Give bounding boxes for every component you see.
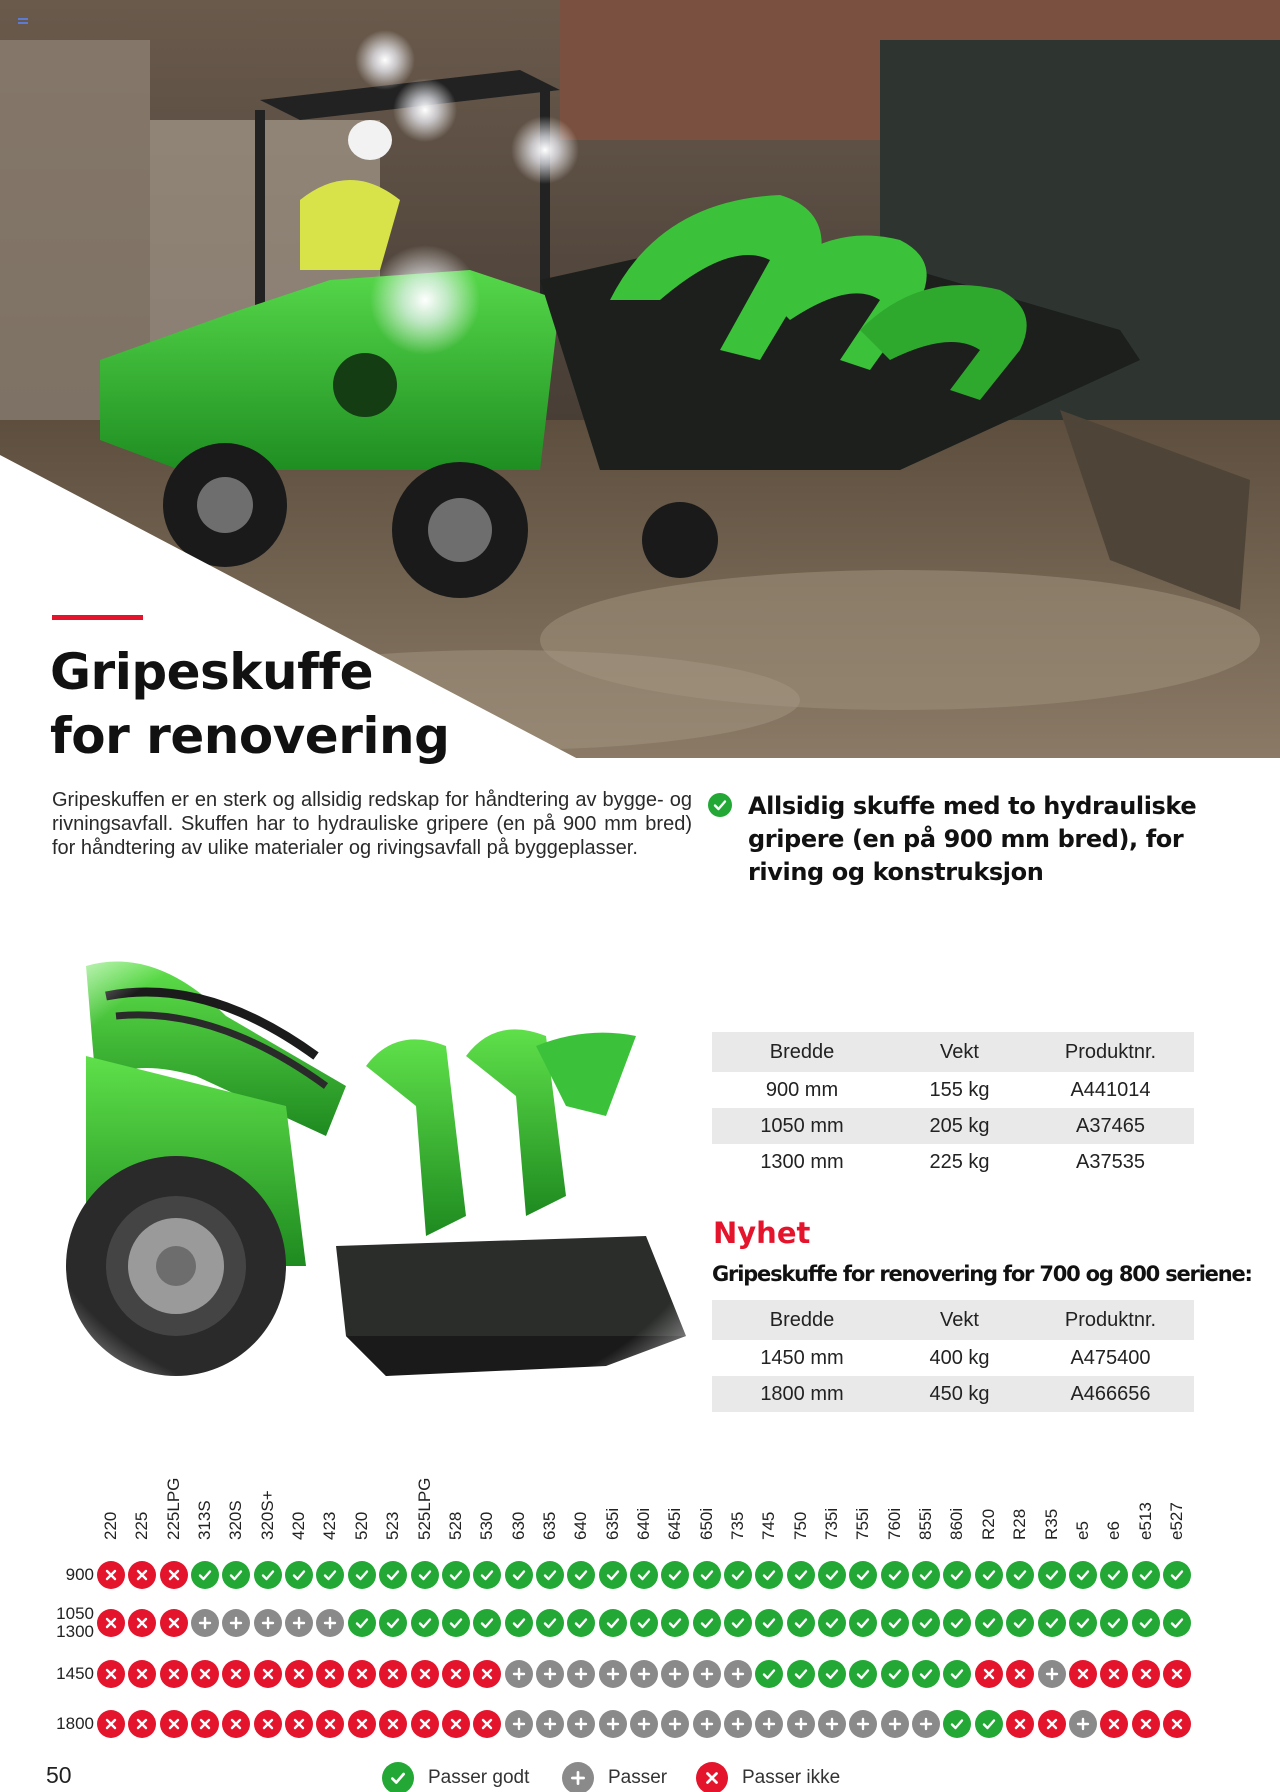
model-label-text: 635 — [539, 1511, 559, 1540]
check-circle-icon — [708, 793, 732, 817]
check-circle-icon — [943, 1710, 971, 1738]
check-circle-icon — [379, 1609, 407, 1637]
legend-partial-label: Passer — [608, 1767, 668, 1788]
check-circle-icon — [1006, 1561, 1034, 1589]
check-circle-icon — [912, 1561, 940, 1589]
cell-product-number: A466656 — [1027, 1376, 1194, 1412]
check-circle-icon — [881, 1660, 909, 1688]
check-circle-icon — [912, 1660, 940, 1688]
plus-circle-icon — [661, 1660, 689, 1688]
model-label-text: 760i — [884, 1507, 904, 1540]
feature-highlight — [708, 790, 1228, 889]
check-circle-icon — [975, 1561, 1003, 1589]
plus-circle-icon — [316, 1609, 344, 1637]
page-title — [50, 640, 449, 768]
check-circle-icon — [787, 1660, 815, 1688]
x-circle-icon — [128, 1710, 156, 1738]
x-circle-icon — [285, 1660, 313, 1688]
model-label-text: e513 — [1135, 1502, 1155, 1540]
check-circle-icon — [975, 1609, 1003, 1637]
x-circle-icon — [1069, 1660, 1097, 1688]
model-label-text: e527 — [1166, 1502, 1186, 1540]
check-circle-icon — [693, 1609, 721, 1637]
cell-product-number: A37535 — [1076, 1150, 1145, 1173]
plus-circle-icon — [536, 1660, 564, 1688]
model-label-text: 635i — [602, 1507, 622, 1540]
x-circle-icon — [128, 1609, 156, 1637]
model-label-text: 423 — [320, 1511, 340, 1540]
check-circle-icon — [943, 1660, 971, 1688]
check-circle-icon — [442, 1609, 470, 1637]
check-circle-icon — [1132, 1609, 1160, 1637]
cell-product-number: A441014 — [1070, 1078, 1151, 1101]
plus-circle-icon — [562, 1762, 594, 1792]
check-circle-icon — [1132, 1561, 1160, 1589]
spec-table-standard — [712, 1032, 1194, 1180]
header-product-number: Produktnr. — [1027, 1032, 1194, 1072]
width-row-label: 1450 — [56, 1664, 94, 1683]
check-circle-icon — [724, 1561, 752, 1589]
check-circle-icon — [599, 1561, 627, 1589]
check-circle-icon — [1163, 1609, 1191, 1637]
legend-good-label: Passer godt — [428, 1767, 530, 1788]
model-label-text: 630 — [508, 1511, 528, 1540]
check-circle-icon — [254, 1561, 282, 1589]
check-circle-icon — [442, 1561, 470, 1589]
table-row — [712, 1340, 1194, 1376]
check-circle-icon — [943, 1561, 971, 1589]
model-label-text: 855i — [916, 1507, 936, 1540]
cell-width: 1300 mm — [760, 1150, 844, 1173]
check-circle-icon — [536, 1609, 564, 1637]
model-label-text: 520 — [351, 1511, 371, 1540]
x-circle-icon — [1100, 1710, 1128, 1738]
check-circle-icon — [1100, 1609, 1128, 1637]
x-circle-icon — [442, 1660, 470, 1688]
check-circle-icon — [849, 1609, 877, 1637]
x-circle-icon — [128, 1660, 156, 1688]
check-circle-icon — [411, 1561, 439, 1589]
check-circle-icon — [881, 1609, 909, 1637]
model-label-text: 860i — [947, 1507, 967, 1540]
table-header-row — [712, 1032, 1194, 1072]
cell-width: 1800 mm — [712, 1376, 892, 1412]
check-circle-icon — [818, 1660, 846, 1688]
x-circle-icon — [1163, 1660, 1191, 1688]
plus-circle-icon — [818, 1710, 846, 1738]
x-circle-icon — [254, 1710, 282, 1738]
model-label-text: 650i — [696, 1507, 716, 1540]
title-line-1: Gripeskuffe — [50, 643, 374, 701]
check-circle-icon — [536, 1561, 564, 1589]
check-circle-icon — [1038, 1609, 1066, 1637]
plus-circle-icon — [222, 1609, 250, 1637]
check-circle-icon — [348, 1561, 376, 1589]
x-circle-icon — [442, 1710, 470, 1738]
x-circle-icon — [473, 1660, 501, 1688]
legend-none-label: Passer ikke — [742, 1767, 841, 1788]
check-circle-icon — [1100, 1561, 1128, 1589]
model-label-text: 225 — [132, 1511, 152, 1540]
check-circle-icon — [1069, 1561, 1097, 1589]
x-circle-icon — [379, 1660, 407, 1688]
check-circle-icon — [943, 1609, 971, 1637]
model-label-text: 745 — [759, 1511, 779, 1540]
plus-circle-icon — [693, 1660, 721, 1688]
plus-circle-icon — [505, 1660, 533, 1688]
x-circle-icon — [411, 1710, 439, 1738]
check-circle-icon — [755, 1561, 783, 1589]
plus-circle-icon — [630, 1710, 658, 1738]
x-circle-icon — [316, 1710, 344, 1738]
plus-circle-icon — [536, 1710, 564, 1738]
plus-circle-icon — [693, 1710, 721, 1738]
check-circle-icon — [473, 1561, 501, 1589]
check-circle-icon — [382, 1762, 414, 1792]
check-circle-icon — [818, 1609, 846, 1637]
model-label-text: 528 — [445, 1511, 465, 1540]
table-row — [712, 1376, 1194, 1412]
x-circle-icon — [160, 1609, 188, 1637]
x-circle-icon — [222, 1660, 250, 1688]
check-circle-icon — [818, 1561, 846, 1589]
cell-weight: 450 kg — [892, 1376, 1027, 1412]
check-circle-icon — [849, 1561, 877, 1589]
check-circle-icon — [191, 1561, 219, 1589]
check-circle-icon — [1163, 1561, 1191, 1589]
x-circle-icon — [348, 1710, 376, 1738]
legend-good — [382, 1762, 529, 1792]
cell-weight: 225 kg — [929, 1150, 990, 1173]
check-circle-icon — [630, 1609, 658, 1637]
plus-circle-icon — [755, 1710, 783, 1738]
x-circle-icon — [97, 1660, 125, 1688]
check-circle-icon — [912, 1609, 940, 1637]
model-label-text: 525LPG — [414, 1477, 434, 1540]
x-circle-icon — [1132, 1710, 1160, 1738]
model-label-text: e6 — [1104, 1521, 1124, 1540]
check-circle-icon — [379, 1561, 407, 1589]
check-circle-icon — [661, 1609, 689, 1637]
check-circle-icon — [222, 1561, 250, 1589]
check-circle-icon — [630, 1561, 658, 1589]
width-row-label: 900 — [65, 1565, 94, 1584]
cell-product-number: A37465 — [1027, 1108, 1194, 1144]
plus-circle-icon — [787, 1710, 815, 1738]
plus-circle-icon — [724, 1710, 752, 1738]
check-circle-icon — [1069, 1609, 1097, 1637]
check-circle-icon — [724, 1609, 752, 1637]
plus-circle-icon — [505, 1710, 533, 1738]
cell-product-number: A475400 — [1070, 1346, 1151, 1369]
x-circle-icon — [97, 1710, 125, 1738]
x-circle-icon — [160, 1710, 188, 1738]
check-circle-icon — [787, 1609, 815, 1637]
width-row-label: 1050 1300 — [56, 1604, 94, 1641]
x-circle-icon — [975, 1660, 1003, 1688]
page-number: 50 — [46, 1762, 72, 1788]
model-label-text: 640i — [633, 1507, 653, 1540]
check-circle-icon — [567, 1609, 595, 1637]
x-circle-icon — [348, 1660, 376, 1688]
check-circle-icon — [473, 1609, 501, 1637]
width-row-label: 1800 — [56, 1714, 94, 1733]
x-circle-icon — [285, 1710, 313, 1738]
legend-none — [696, 1762, 840, 1792]
table-header-row — [712, 1300, 1194, 1340]
model-label-text: 313S — [195, 1500, 215, 1540]
header-width: Bredde — [712, 1300, 892, 1340]
plus-circle-icon — [881, 1710, 909, 1738]
check-circle-icon — [661, 1561, 689, 1589]
plus-circle-icon — [599, 1710, 627, 1738]
check-circle-icon — [505, 1561, 533, 1589]
x-circle-icon — [160, 1660, 188, 1688]
model-label-text: 735i — [822, 1507, 842, 1540]
x-circle-icon — [97, 1609, 125, 1637]
x-circle-icon — [222, 1710, 250, 1738]
plus-circle-icon — [285, 1609, 313, 1637]
new-series-subheading: Gripeskuffe for renovering for 700 og 800 seriene: — [712, 1262, 1252, 1286]
accent-bar — [52, 615, 143, 620]
table-row — [712, 1144, 1194, 1180]
check-circle-icon — [285, 1561, 313, 1589]
x-circle-icon — [1163, 1710, 1191, 1738]
feature-text: Allsidig skuffe med to hydrauliske gripere (en på 900 mm bred), for riving og konstruksjon — [748, 792, 1197, 886]
model-label-text: 523 — [383, 1511, 403, 1540]
plus-circle-icon — [1038, 1660, 1066, 1688]
check-circle-icon — [411, 1609, 439, 1637]
x-circle-icon — [473, 1710, 501, 1738]
check-circle-icon — [755, 1609, 783, 1637]
check-circle-icon — [348, 1609, 376, 1637]
check-circle-icon — [1038, 1561, 1066, 1589]
x-circle-icon — [1006, 1710, 1034, 1738]
cell-weight: 400 kg — [929, 1346, 990, 1369]
table-row — [712, 1108, 1194, 1144]
title-line-2: for renovering — [50, 707, 450, 765]
check-circle-icon — [599, 1609, 627, 1637]
x-circle-icon — [379, 1710, 407, 1738]
x-circle-icon — [254, 1660, 282, 1688]
model-label-text: 640 — [571, 1511, 591, 1540]
check-circle-icon — [849, 1660, 877, 1688]
model-label-text: R35 — [1041, 1508, 1061, 1540]
plus-circle-icon — [849, 1710, 877, 1738]
intro-paragraph: Gripeskuffen er en sterk og allsidig redskap for håndtering av bygge- og rivningsavfall. Skuffen har to hydrauliske gripere (en på 900 mm bred) for håndtering av ulike materialer og rivingsavfall på byggeplasser. — [52, 789, 692, 859]
cell-width: 1050 mm — [712, 1108, 892, 1144]
grapple-bucket-illustration — [46, 936, 706, 1406]
legend-partial — [562, 1762, 667, 1792]
check-circle-icon — [567, 1561, 595, 1589]
plus-circle-icon — [724, 1660, 752, 1688]
x-circle-icon — [160, 1561, 188, 1589]
header-weight: Vekt — [892, 1032, 1027, 1072]
check-circle-icon — [1006, 1609, 1034, 1637]
plus-circle-icon — [912, 1710, 940, 1738]
model-label-text: 420 — [289, 1511, 309, 1540]
product-photo — [46, 936, 706, 1406]
check-circle-icon — [975, 1710, 1003, 1738]
model-label-text: 320S — [226, 1500, 246, 1540]
model-label-text: R28 — [1010, 1508, 1030, 1540]
x-circle-icon — [191, 1660, 219, 1688]
cell-weight: 205 kg — [892, 1108, 1027, 1144]
model-label-text: 735 — [728, 1511, 747, 1540]
plus-circle-icon — [567, 1710, 595, 1738]
header-width: Bredde — [712, 1032, 892, 1072]
plus-circle-icon — [254, 1609, 282, 1637]
model-label-text: 750 — [790, 1511, 810, 1540]
x-circle-icon — [1006, 1660, 1034, 1688]
check-circle-icon — [881, 1561, 909, 1589]
check-circle-icon — [316, 1561, 344, 1589]
check-circle-icon — [755, 1660, 783, 1688]
plus-circle-icon — [630, 1660, 658, 1688]
plus-circle-icon — [599, 1660, 627, 1688]
check-circle-icon — [787, 1561, 815, 1589]
x-circle-icon — [128, 1561, 156, 1589]
model-label-text: 755i — [853, 1507, 873, 1540]
x-circle-icon — [191, 1710, 219, 1738]
model-label-text: 530 — [477, 1511, 497, 1540]
x-circle-icon — [1132, 1660, 1160, 1688]
x-circle-icon — [1038, 1710, 1066, 1738]
model-label-text: e5 — [1072, 1521, 1092, 1540]
model-label-text: 225LPG — [163, 1477, 183, 1540]
x-circle-icon — [316, 1660, 344, 1688]
cell-width: 900 mm — [765, 1078, 839, 1101]
plus-circle-icon — [191, 1609, 219, 1637]
model-label-text: 645i — [665, 1507, 685, 1540]
model-label-text: 320S+ — [257, 1490, 277, 1540]
new-badge-heading: Nyhet — [713, 1216, 811, 1250]
x-circle-icon — [1100, 1660, 1128, 1688]
x-circle-icon — [97, 1561, 125, 1589]
check-circle-icon — [505, 1609, 533, 1637]
plus-circle-icon — [1069, 1710, 1097, 1738]
check-circle-icon — [693, 1561, 721, 1589]
cell-weight: 155 kg — [929, 1078, 990, 1101]
cell-width: 1450 mm — [760, 1346, 844, 1369]
plus-circle-icon — [661, 1710, 689, 1738]
menu-icon[interactable] — [18, 18, 28, 26]
header-weight: Vekt — [892, 1300, 1027, 1340]
x-circle-icon — [411, 1660, 439, 1688]
model-label-text: R20 — [978, 1508, 998, 1540]
spec-table-new-series — [712, 1300, 1194, 1412]
header-product-number: Produktnr. — [1027, 1300, 1194, 1340]
x-circle-icon — [696, 1762, 728, 1792]
model-label-text: 220 — [101, 1511, 120, 1540]
table-row — [712, 1072, 1194, 1108]
plus-circle-icon — [567, 1660, 595, 1688]
